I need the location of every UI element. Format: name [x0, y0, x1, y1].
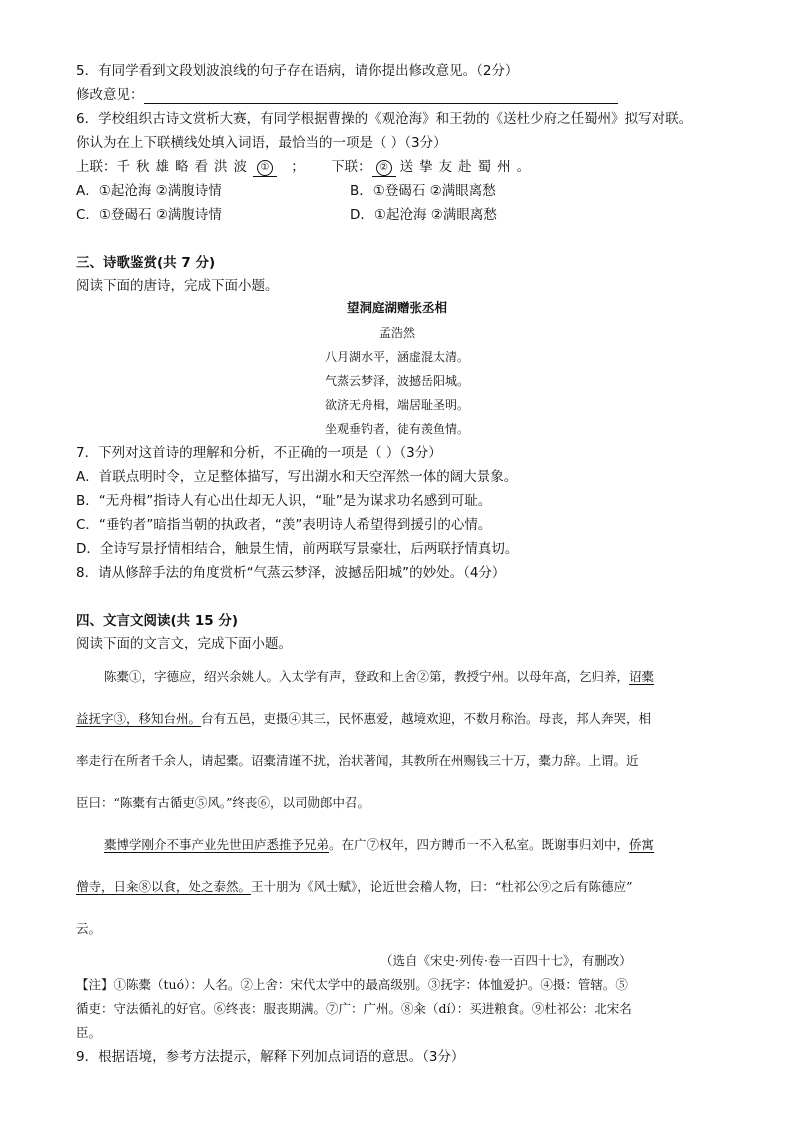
- section4-intro: 阅读下面的文言文，完成下面小题。: [76, 636, 292, 652]
- section3-heading: 三、诗歌鉴赏(共 7 分): [76, 255, 216, 271]
- poem-line: 气蒸云梦泽，波撼岳阳城。: [324, 374, 469, 388]
- underlined-phrase: 益抚字③，移知台州。: [76, 711, 202, 726]
- q6-option-a[interactable]: A．①起沧海 ②满腹诗情: [76, 183, 222, 199]
- q7-option-c[interactable]: C．“垂钓者”暗指当朝的执政者，“羡”表明诗人希望得到援引的心情。: [76, 517, 492, 533]
- q8-question: 8．请从修辞手法的角度赏析“气蒸云梦泽，波撼岳阳城”的妙处。（4分）: [76, 565, 506, 581]
- wavy-underlined-sentence: 橐博学刚介不事产业先世田庐悉推予兄弟: [104, 837, 330, 852]
- section4-heading: 四、文言文阅读(共 15 分): [76, 613, 239, 629]
- q6-option-c[interactable]: C．①登碣石 ②满腹诗情: [76, 207, 222, 223]
- upper-couplet-text: 千秋雄略看洪波: [116, 159, 253, 175]
- poem-line: 八月湖水平，涵虚混太清。: [324, 350, 469, 364]
- classical-text-line: 橐博学刚介不事产业先世田庐悉推予兄弟。在广⑦权年，四方賻币一不入私室。既谢事归刘中，侨寓: [104, 837, 655, 852]
- lower-couplet-label: 下联：: [331, 159, 372, 175]
- underlined-phrase: 诏橐: [629, 669, 655, 684]
- q7-option-a[interactable]: A．首联点明时令，立足整体描写，写出湖水和天空浑然一体的阔大景象。: [76, 469, 518, 485]
- upper-couplet-label: 上联：: [76, 159, 117, 175]
- upper-couplet-blank: ①: [253, 158, 277, 177]
- classical-text-line: 率走行在所者千余人，请起橐。诏橐清谨不扰，治状著闻，其教所在州赐钱三十万，橐力辞。上谓。近: [76, 753, 639, 768]
- section3-intro: 阅读下面的唐诗，完成下面小题。: [76, 278, 279, 294]
- q7-question: 7．下列对这首诗的理解和分析，不正确的一项是（ ）（3分）: [76, 445, 442, 461]
- classical-text-line: 臣曰：“陈橐有古循吏⑤风。”终丧⑥，以司勋郎中召。: [76, 795, 371, 810]
- underlined-phrase: 僧寺，日籴⑧以食，处之泰然。: [76, 879, 252, 894]
- q6-question-line1: 6．学校组织古诗文赏析大赛，有同学根据曹操的《观沧海》和王勃的《送杜少府之任蜀州》拟写对联。: [76, 111, 693, 127]
- q6-couplet-row: [76, 158, 536, 177]
- source-citation: （选自《宋史·列传·卷一百四十七》，有删改）: [380, 953, 632, 968]
- q7-option-b[interactable]: B．“无舟楫”指诗人有心出仕却无人识，“耻”是为谋求功名感到可耻。: [76, 493, 492, 509]
- upper-couplet-end: ；: [291, 159, 305, 175]
- q7-option-d[interactable]: D．全诗写景抒情相结合，触景生情，前两联写景豪壮，后两联抒情真切。: [76, 541, 519, 557]
- classical-text-line: 陈橐①，字德应，绍兴余姚人。入太学有声，登政和上舍②第，教授宁州。以母年高，乞归养，诏橐: [104, 669, 655, 684]
- q5-answer-label: 修改意见：: [76, 87, 144, 103]
- q6-option-d[interactable]: D．①起沧海 ②满眼离愁: [350, 207, 497, 223]
- lower-couplet-blank: ②: [372, 158, 396, 177]
- q6-option-b[interactable]: B．①登碣石 ②满眼离愁: [350, 183, 496, 199]
- annotation-line: 循吏：守法循礼的好官。⑥终丧：服丧期满。⑦广：广州。⑧籴（dí）：买进粮食。⑨杜祁公：北宋名: [76, 1001, 632, 1016]
- lower-couplet-text: 送挚友赴蜀州。: [399, 159, 537, 175]
- classical-text-line: 僧寺，日籴⑧以食，处之泰然。王十朋为《风士赋》，论近世会稽人物，曰：“杜祁公⑨之后有陈德应”: [76, 879, 633, 894]
- underlined-phrase: 侨寓: [629, 837, 655, 852]
- annotation-line: 【注】①陈橐（tuó）：人名。②上舍：宋代太学中的最高级别。③抚字：体恤爱护。④摄：管辖。⑤: [76, 977, 628, 992]
- poem-title: 望洞庭湖赠张丞相: [346, 300, 447, 315]
- poem-line: 坐观垂钓者，徒有羡鱼情。: [324, 422, 469, 436]
- q5-answer-row: [76, 86, 618, 104]
- classical-text-line: 益抚字③，移知台州。台有五邑，吏摄④其三，民怀惠爱，越境欢迎，不数月称治。母丧，邦人奔哭，相: [76, 711, 652, 726]
- q5-answer-blank[interactable]: [144, 89, 618, 104]
- q5-question: 5．有同学看到文段划波浪线的句子存在语病，请你提出修改意见。（2分）: [76, 63, 519, 79]
- classical-text-line: 云。: [76, 921, 102, 936]
- annotation-line: 臣。: [76, 1025, 102, 1040]
- poem-line: 欲济无舟楫，端居耻圣明。: [324, 398, 469, 412]
- poem-author: 孟浩然: [378, 326, 415, 340]
- q9-question: 9．根据语境，参考方法提示，解释下列加点词语的意思。（3分）: [76, 1049, 465, 1065]
- q6-question-line2: 你认为在上下联横线处填入词语，最恰当的一项是（ ）（3分）: [76, 135, 447, 151]
